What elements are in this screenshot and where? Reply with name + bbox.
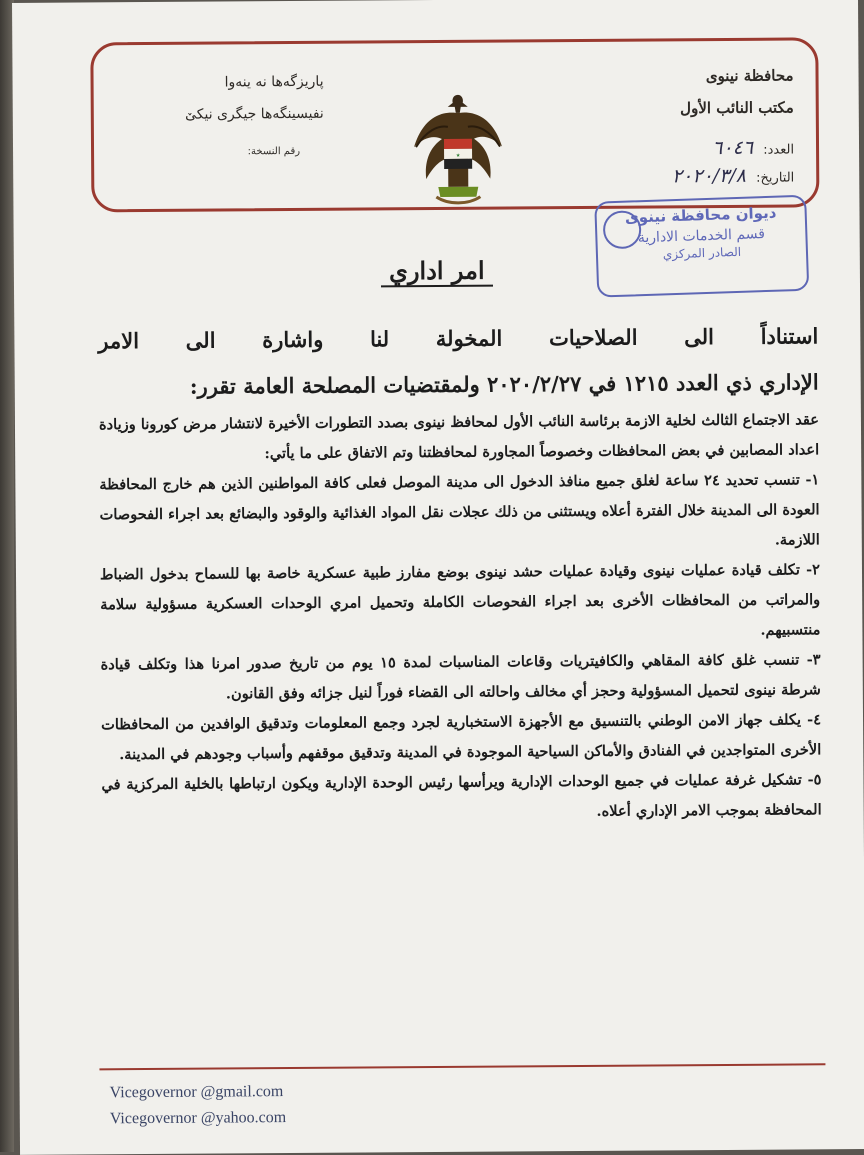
office-name: مكتب النائب الأول [680, 98, 794, 118]
footer-divider [99, 1063, 825, 1070]
document-body [98, 313, 822, 830]
intro-line-1: استناداً الى الصلاحيات المخولة لنا واشارة الى الامر [98, 323, 819, 354]
kurdish-office: نفیسینگەها جیگری نیکێ [184, 105, 324, 123]
decision-item-1: ١- تنسب تحديد ٢٤ ساعة لغلق جميع منافذ الدخول الى مدينة الموصل فعلى كافة المواطنين الذين هم خارج المحافظة العودة الى المدينة خلال الفترة أعلاه ويستثنى من ذلك عجلات نقل المواد الغذائية والوقود والبضائع بعد اجراء الفحوصات اللازمة. [99, 471, 820, 549]
number-label: العدد: [763, 142, 795, 158]
copy-number-label: رقم النسخة: [247, 145, 301, 158]
decision-item-2: ٢- تكلف قيادة عمليات نينوى وقيادة عمليات حشد نينوى بوضع مفارز طبية عسكرية خاصة بها للسماح بدخول الضباط والمراتب من المحافظات الأخرى بعد اجراء الفحوصات الكاملة وتحميل امري الوحدات العسكرية مسؤولية سلامة منتسبيهم. [99, 561, 821, 639]
meeting-paragraph: عقد الاجتماع الثالث لخلية الازمة برئاسة النائب الأول لمحافظ نينوى بصدد التطورات الأخيرة لانتشار مرض كورونا وزيادة اعداد المصابين في بعض المحافظات وخصوصاً المجاورة لمحافظتنا وتم الاتفاق على ما يأتي: [98, 411, 820, 463]
stamp-line-3: الصادر المركزي [662, 244, 742, 262]
iraq-eagle-emblem-icon [408, 86, 509, 217]
page-title [14, 253, 860, 288]
intro-line-2: الإداري ذي العدد ١٢١٥ في ٢٠٢٠/٢/٢٧ ولمقتضيات المصلحة العامة تقرر: [189, 369, 819, 399]
footer-contacts [110, 1083, 287, 1136]
date-value: ٢٠٢٠/٣/٨ [671, 164, 747, 188]
stamp-line-1: ديوان محافظة نينوى [624, 203, 777, 227]
email-yahoo: Vicegovernor @yahoo.com [109, 1109, 287, 1128]
date-label: التاريخ: [756, 170, 795, 186]
letterhead-frame [90, 37, 819, 212]
svg-text:★: ★ [455, 152, 461, 159]
letterhead-arabic [671, 66, 794, 187]
decision-item-4: ٤- يكلف جهاز الامن الوطني بالتنسيق مع الأجهزة الاستخبارية لجرد وجمع المعلومات وتدقيق الوافدين من المحافظات الأخرى المتواجدين في الفنادق والأماكن السياحية الموجودة في المدينة وتدقيق موقفهم وأسباب وجودهم في المدينة. [100, 711, 822, 764]
letterhead-kurdish [134, 74, 325, 158]
document-page [12, 0, 864, 1155]
desk-edge [0, 0, 14, 1152]
email-gmail: Vicegovernor @gmail.com [109, 1083, 284, 1102]
number-value: ٦٠٤٦ [712, 136, 754, 160]
decision-item-3: ٣- تنسب غلق كافة المقاهي والكافيتريات وقاعات المناسبات لمدة ١٥ يوم من تاريخ صدور امرنا هذا وتكلف قيادة شرطة نينوى لتحميل المسؤولية وحجز أي مخالف واحالته الى القضاء فوراً لنيل جزائه وفق القانون. [100, 651, 821, 703]
decision-item-5: ٥- تشكيل غرفة عمليات في جميع الوحدات الإدارية ويرأسها رئيس الوحدة الإدارية ويكون ارتباطها بالخلية المركزية في المحافظة بموجب الامر الإداري أعلاه. [101, 771, 822, 820]
page-title-text: امر اداري [381, 256, 493, 288]
kurdish-governorate: پاریزگەها نە ینەوا [224, 73, 324, 91]
stamp-line-2: قسم الخدمات الادارية [637, 226, 766, 247]
governorate-name: محافظة نينوى [705, 66, 794, 86]
document-number [672, 136, 794, 159]
document-date [672, 164, 794, 187]
